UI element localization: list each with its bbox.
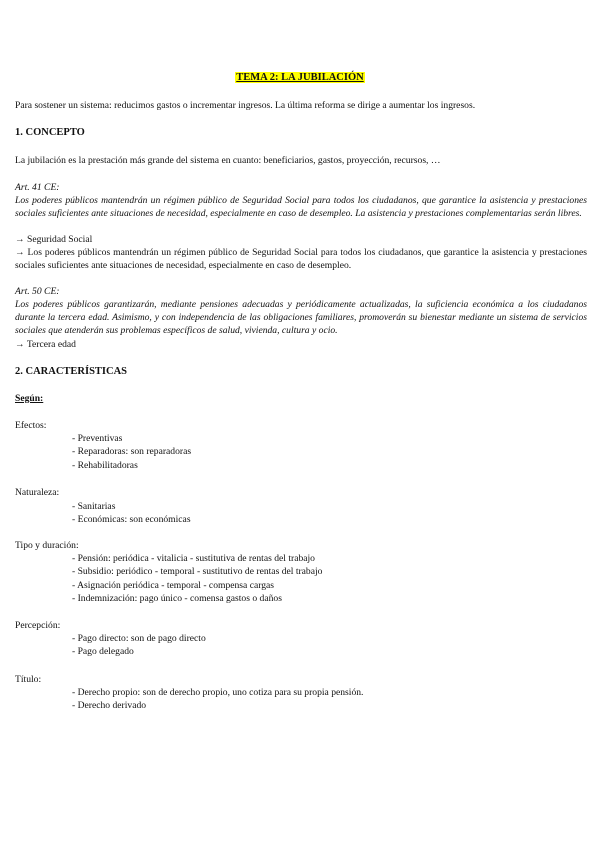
group-label-percepcion: Percepción:: [15, 620, 61, 631]
list-item: - Pensión: periódica - vitalicia - sustitutiva de rentas del trabajo: [72, 553, 315, 564]
document-title: TEMA 2: LA JUBILACIÓN: [236, 72, 364, 83]
section-2-heading: 2. CARACTERÍSTICAS: [15, 366, 128, 377]
arrow-social-security: → Seguridad Social: [15, 234, 93, 245]
group-label-tipo-duracion: Tipo y duración:: [15, 540, 79, 551]
list-item: - Rehabilitadoras: [72, 459, 138, 471]
list-item: - Económicas: son económicas: [72, 514, 191, 526]
group-list-naturaleza: [72, 500, 572, 527]
group-list-titulo: [72, 686, 572, 713]
group-label-efectos: Efectos:: [15, 420, 47, 431]
list-item: - Indemnización: pago único - comensa gastos o daños: [72, 593, 282, 605]
list-item: - Pago directo: son de pago directo: [72, 633, 206, 644]
group-label-naturaleza: Naturaleza:: [15, 487, 60, 498]
art-50-label: Art. 50 CE:: [15, 286, 60, 297]
list-item: - Pago delegado: [72, 646, 134, 658]
list-item: - Sanitarias: [72, 501, 116, 512]
list-item: - Reparadoras: son reparadoras: [72, 446, 192, 458]
group-list-percepcion: [72, 632, 572, 659]
group-list-tipo-duracion: [72, 552, 572, 606]
section-1-heading: 1. CONCEPTO: [15, 127, 85, 138]
art-41-quote: Los poderes públicos mantendrán un régimen público de Seguridad Social para todos los ciudadanos, que garantice la asistencia y prestaciones sociales suficientes ante situaciones de necesidad, especialmente en caso de desempleo. La asistencia y prestaciones complementarias serán libres.: [15, 195, 587, 219]
concept-paragraph: La jubilación es la prestación más grande del sistema en cuanto: beneficiarios, gastos, proyección, recursos, …: [15, 155, 441, 166]
art-41-label: Art. 41 CE:: [15, 182, 60, 193]
group-label-titulo: Título:: [15, 674, 42, 685]
list-item: - Derecho propio: son de derecho propio, uno cotiza para su propia pensión.: [72, 687, 364, 698]
list-item: - Derecho derivado: [72, 700, 147, 712]
list-item: - Asignación periódica - temporal - compensa cargas: [72, 579, 275, 591]
segun-label: Según:: [15, 393, 44, 404]
list-item: - Preventivas: [72, 433, 123, 444]
list-item: - Subsidio: periódico - temporal - sustitutivo de rentas del trabajo: [72, 566, 323, 578]
intro-paragraph: Para sostener un sistema: reducimos gastos o incrementar ingresos. La última reforma se dirige a aumentar los ingresos.: [15, 100, 476, 111]
art-50-quote: Los poderes públicos garantizarán, mediante pensiones adecuadas y periódicamente actualizadas, la suficiencia económica a los ciudadanos durante la tercera edad. Asimismo, y con independencia de las obligaciones familiares, promoverán su bienestar mediante un sistema de servicios sociales que atenderán sus problemas específicos de salud, vivienda, cultura y ocio.: [15, 299, 587, 336]
group-list-efectos: [72, 432, 572, 472]
arrow-third-age: → Tercera edad: [15, 339, 76, 350]
art-41-restatement: → Los poderes públicos mantendrán un régimen público de Seguridad Social para todos los ciudadanos, que garantice la asistencia y prestaciones sociales suficientes ante situaciones de necesidad, especialmente en caso de desempleo.: [15, 247, 587, 271]
